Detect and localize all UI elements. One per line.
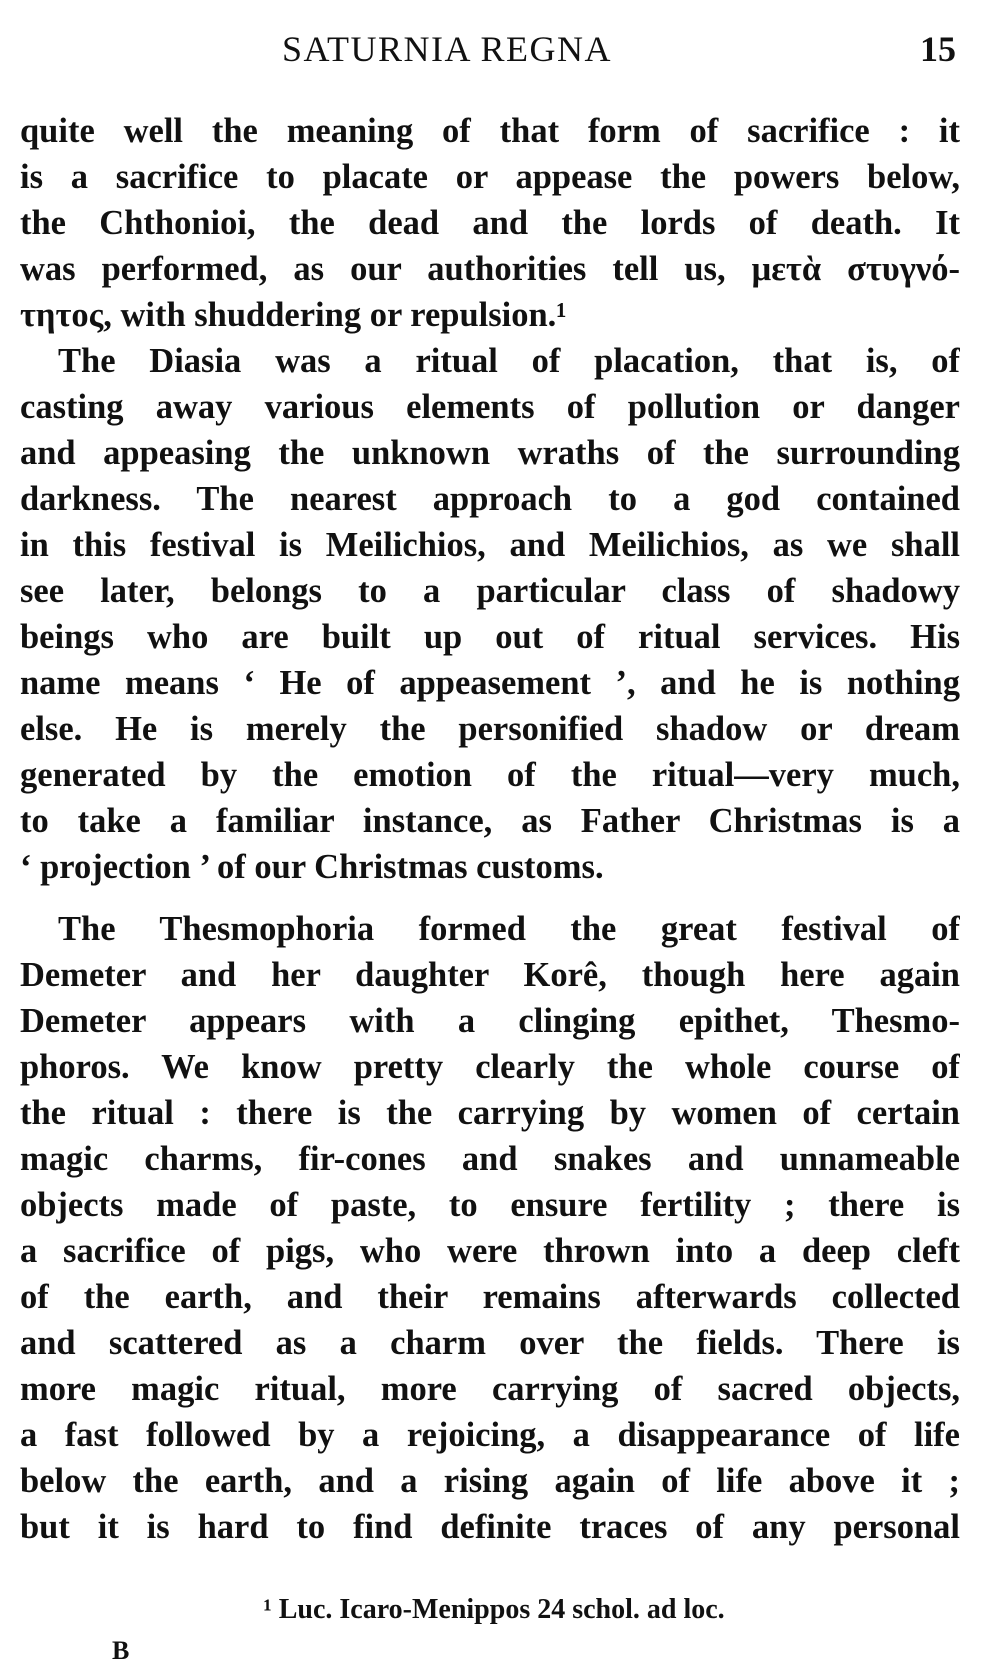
text-line: name means ‘ He of appeasement ’, and he is nothing — [20, 664, 960, 702]
text-line: objects made of paste, to ensure fertility ; there is — [20, 1186, 960, 1224]
signature-mark: B — [112, 1636, 130, 1665]
text-line: a fast followed by a rejoicing, a disappearance of life — [20, 1416, 960, 1454]
text-line: and appeasing the unknown wraths of the surrounding — [20, 434, 960, 472]
text-line: quite well the meaning of that form of sacrifice : it — [20, 112, 960, 150]
text-line: Demeter and her daughter Korê, though here again — [20, 956, 960, 994]
text-line: see later, belongs to a particular class of shadowy — [20, 572, 960, 610]
text-line: below the earth, and a rising again of life above it ; — [20, 1462, 960, 1500]
paragraph-1 — [20, 108, 960, 338]
text-line: magic charms, fir-cones and snakes and unnameable — [20, 1140, 960, 1178]
page-title: SATURNIA REGNA — [282, 29, 613, 69]
text-line: but it is hard to find definite traces of any personal — [20, 1508, 960, 1546]
text-line: τητος, with shuddering or repulsion.¹ — [20, 296, 567, 334]
text-line: ‘ projection ’ of our Christmas customs. — [20, 848, 604, 886]
footnote: ¹ Luc. Icaro-Menippos 24 schol. ad loc. — [263, 1594, 725, 1625]
text-line: in this festival is Meilichios, and Meilichios, as we shall — [20, 526, 960, 564]
text-line: the Chthonioi, the dead and the lords of death. It — [20, 204, 960, 242]
text-line: The Diasia was a ritual of placation, that is, of — [58, 342, 960, 380]
text-line: The Thesmophoria formed the great festival of — [58, 910, 960, 948]
text-line: is a sacrifice to placate or appease the powers below, — [20, 158, 960, 196]
text-line: the ritual : there is the carrying by women of certain — [20, 1094, 960, 1132]
paragraph-2 — [20, 338, 960, 890]
running-head — [0, 28, 988, 88]
text-line: phoros. We know pretty clearly the whole course of — [20, 1048, 960, 1086]
page-number: 15 — [920, 29, 956, 69]
text-line: to take a familiar instance, as Father Christmas is a — [20, 802, 960, 840]
text-line: Demeter appears with a clinging epithet, Thesmo- — [20, 1002, 960, 1040]
text-line: darkness. The nearest approach to a god contained — [20, 480, 960, 518]
text-line: a sacrifice of pigs, who were thrown into a deep cleft — [20, 1232, 960, 1270]
text-line: of the earth, and their remains afterwards collected — [20, 1278, 960, 1316]
text-line: beings who are built up out of ritual services. His — [20, 618, 960, 656]
text-line: casting away various elements of pollution or danger — [20, 388, 960, 426]
text-line: more magic ritual, more carrying of sacred objects, — [20, 1370, 960, 1408]
text-line: generated by the emotion of the ritual—very much, — [20, 756, 960, 794]
text-line: and scattered as a charm over the fields. There is — [20, 1324, 960, 1362]
paragraph-3 — [20, 906, 960, 1550]
text-line: was performed, as our authorities tell us, μετὰ στυγνό- — [20, 250, 960, 288]
text-line: else. He is merely the personified shadow or dream — [20, 710, 960, 748]
